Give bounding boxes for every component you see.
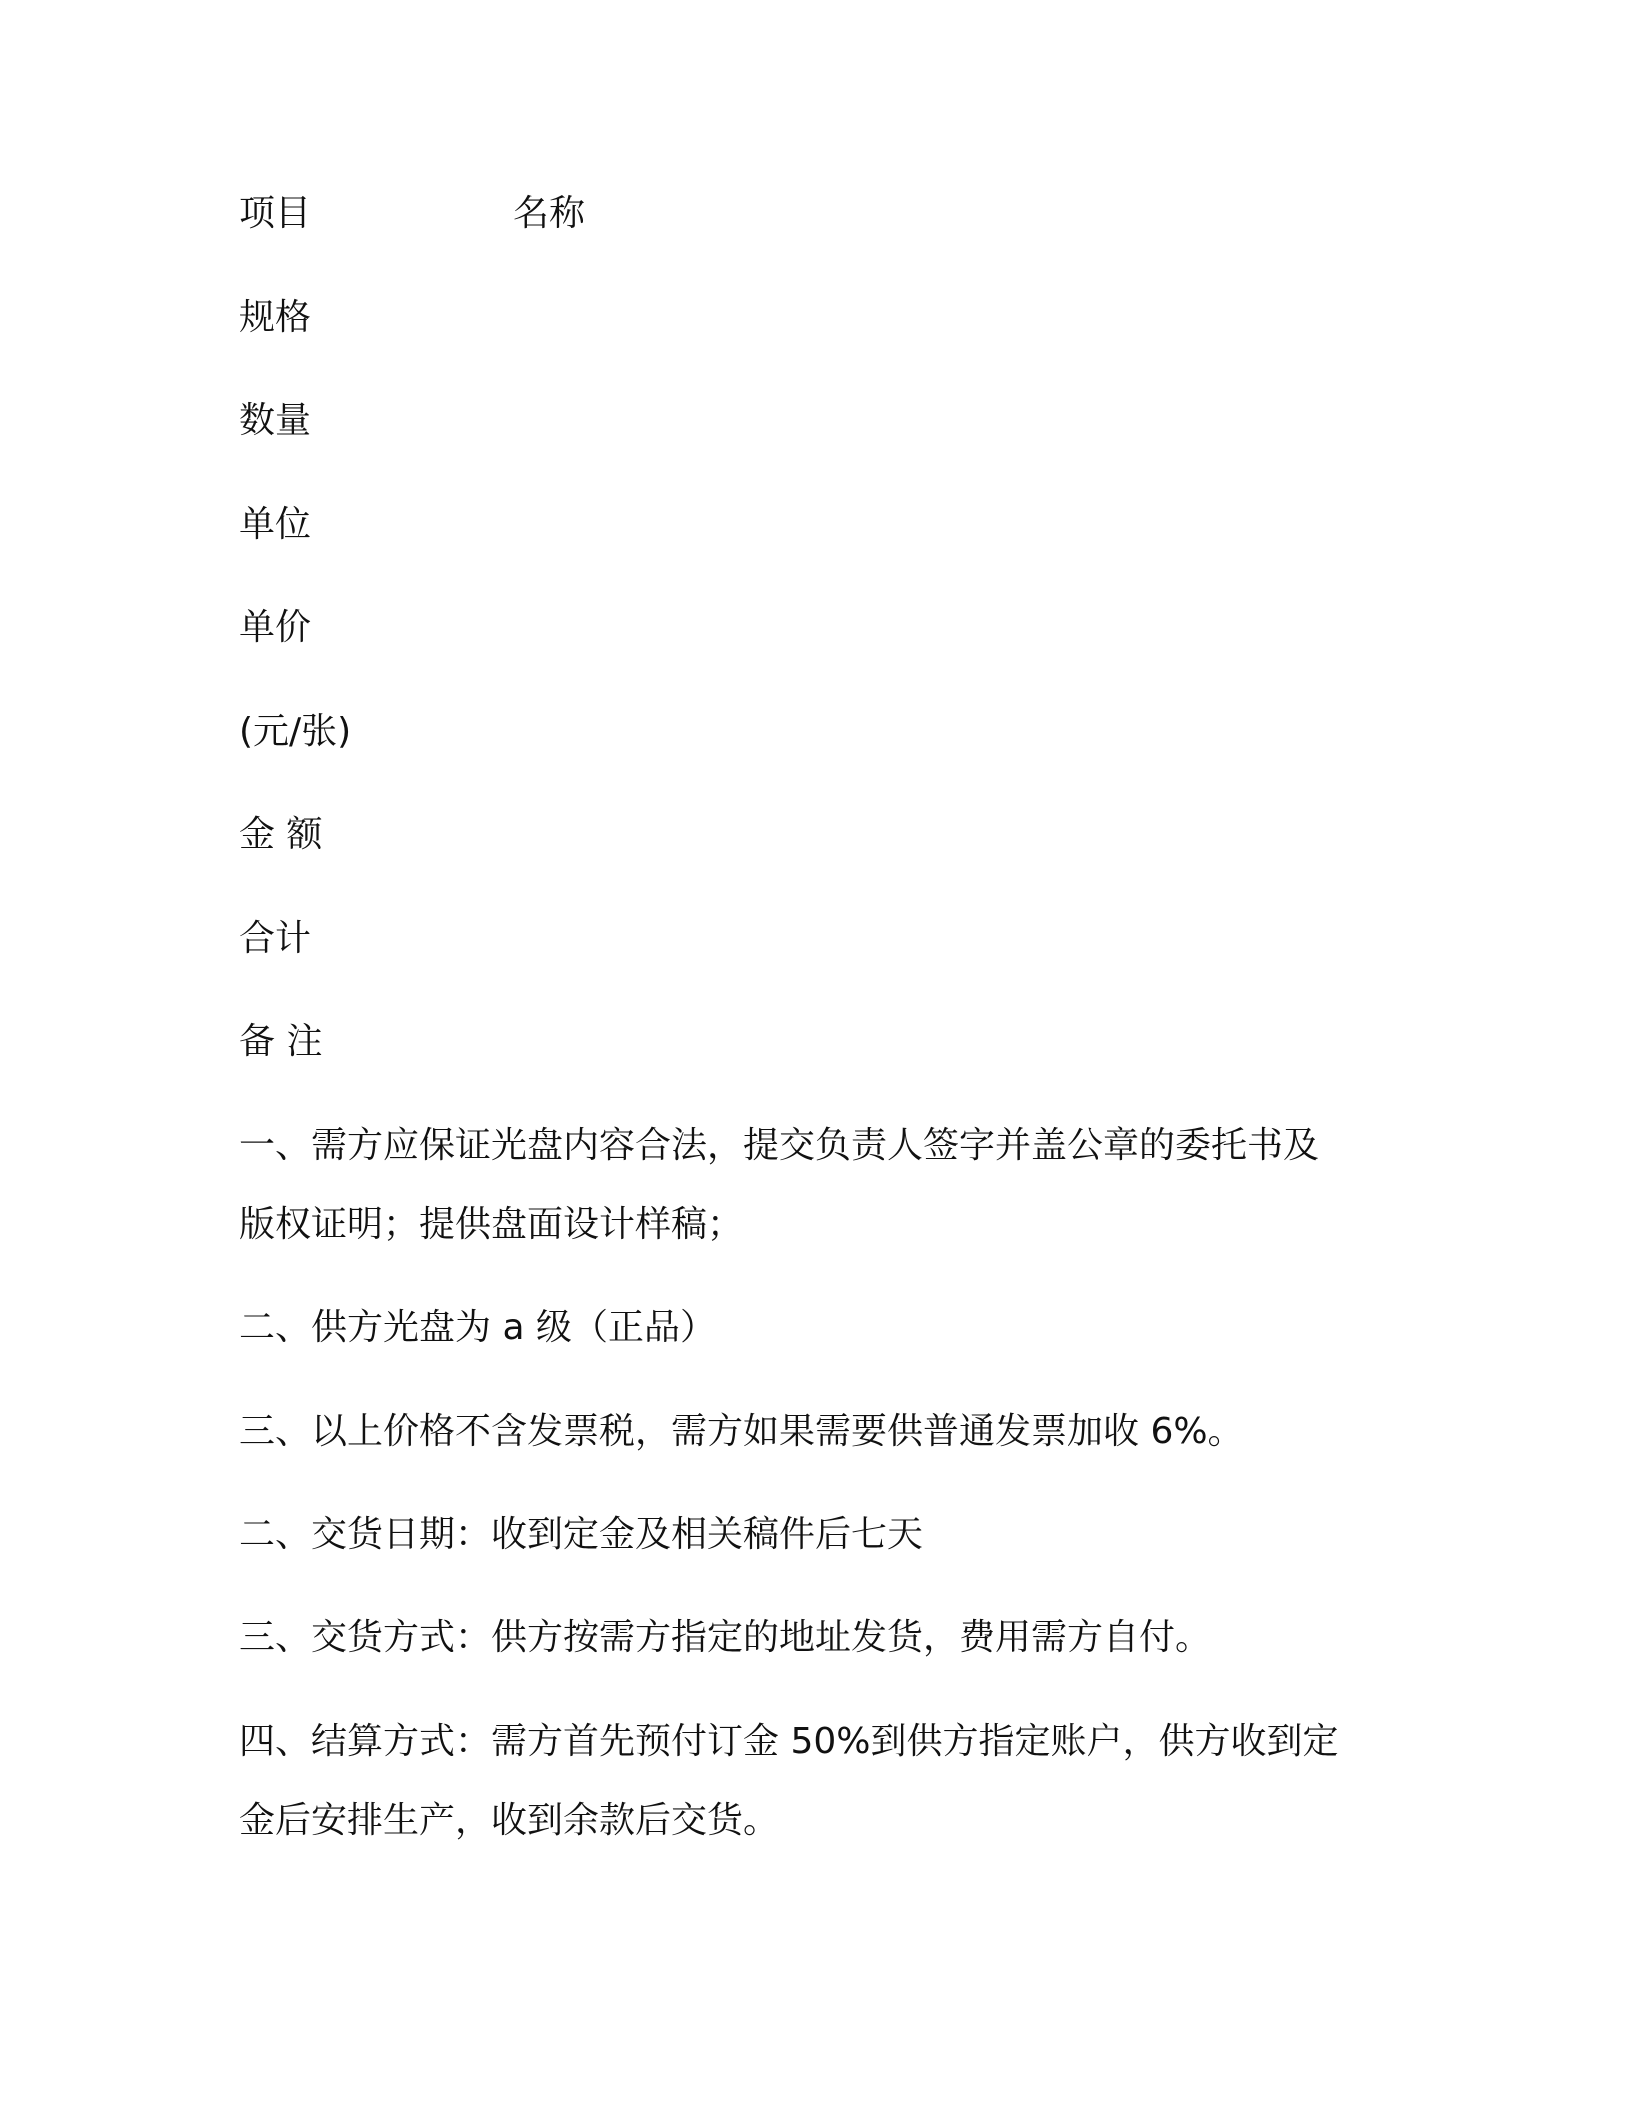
term-2: 二、供方光盘为 a 级（正品） bbox=[239, 1307, 716, 1348]
label-spec: 规格 bbox=[239, 297, 312, 338]
label-remarks: 备 注 bbox=[239, 1021, 323, 1062]
term-6-line-1: 四、结算方式：需方首先预付订金 50%到供方指定账户，供方收到定 bbox=[239, 1721, 1339, 1762]
label-quantity: 数量 bbox=[239, 400, 312, 441]
label-amount: 金 额 bbox=[239, 814, 323, 855]
label-unit-price: 单价 bbox=[239, 607, 312, 648]
label-unit: 单位 bbox=[239, 504, 312, 545]
label-item: 项目 bbox=[239, 193, 312, 234]
term-4: 二、交货日期：收到定金及相关稿件后七天 bbox=[239, 1514, 924, 1555]
term-1-line-1: 一、需方应保证光盘内容合法，提交负责人签字并盖公章的委托书及 bbox=[239, 1125, 1320, 1166]
label-name: 名称 bbox=[513, 193, 586, 234]
term-5: 三、交货方式：供方按需方指定的地址发货，费用需方自付。 bbox=[239, 1617, 1212, 1658]
label-total: 合计 bbox=[239, 918, 312, 959]
term-1-line-2: 版权证明；提供盘面设计样稿； bbox=[239, 1204, 744, 1245]
term-3: 三、以上价格不含发票税，需方如果需要供普通发票加收 6%。 bbox=[239, 1411, 1244, 1452]
label-price-unit: (元/张) bbox=[239, 711, 352, 752]
term-6-line-2: 金后安排生产，收到余款后交货。 bbox=[239, 1800, 780, 1841]
